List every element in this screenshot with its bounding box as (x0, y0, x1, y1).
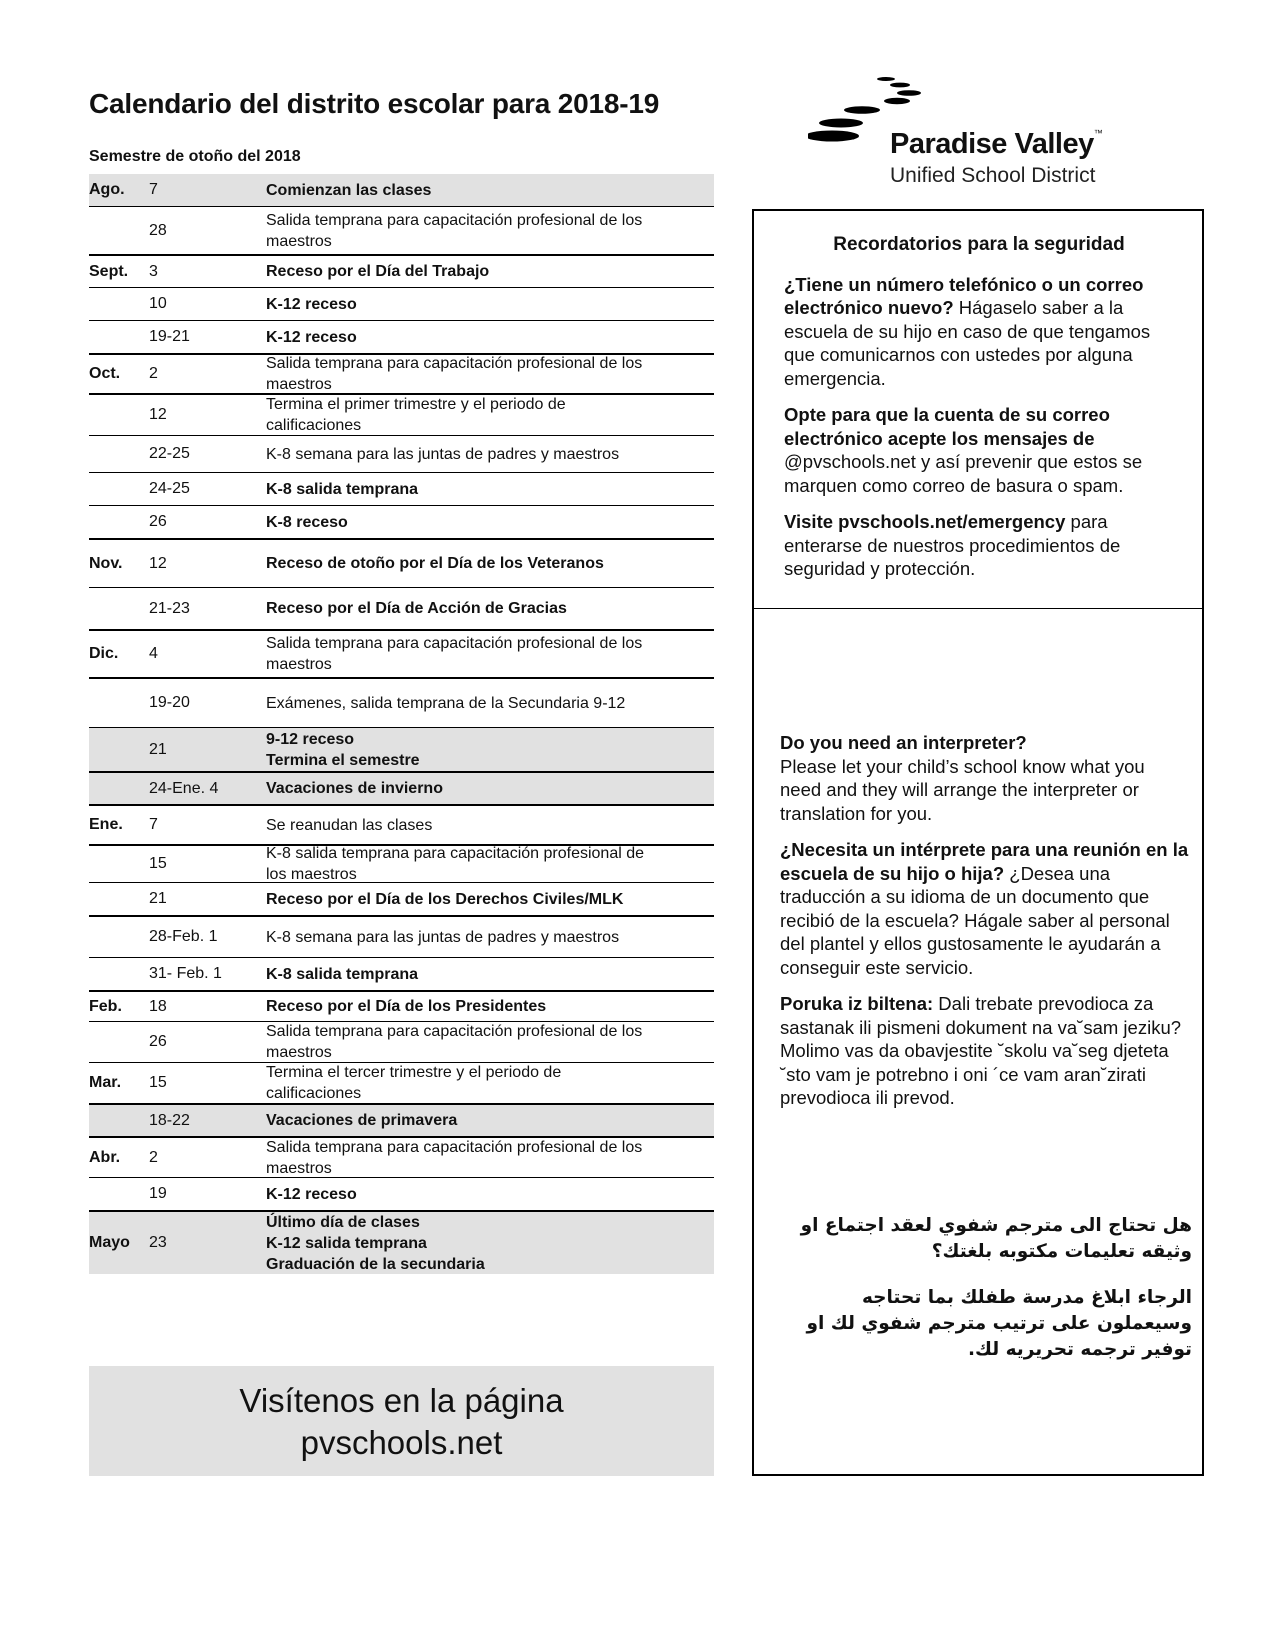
row-month: Ago. (89, 181, 125, 198)
event-line: K-12 receso (266, 1185, 357, 1203)
row-date: 22-25 (149, 445, 190, 462)
row-date: 21 (149, 890, 167, 907)
interpreter-info (780, 731, 1190, 1123)
calendar-row (89, 1177, 714, 1210)
event-line: Salida temprana para capacitación profesional de los (266, 355, 643, 372)
event-line: los maestros (266, 866, 357, 883)
row-event (266, 394, 714, 436)
row-month: Ene. (89, 816, 123, 833)
event-line: 9-12 receso (266, 730, 355, 748)
row-date: 10 (149, 295, 167, 312)
event-line: maestros (266, 1044, 332, 1061)
info-box (752, 209, 1204, 1476)
row-month: Abr. (89, 1148, 121, 1166)
calendar-row (89, 771, 714, 804)
row-date: 26 (149, 1033, 167, 1050)
event-line: K-12 salida temprana (266, 1234, 427, 1252)
row-date: 15 (149, 1074, 167, 1091)
calendar-row (89, 1136, 714, 1177)
event-line: Salida temprana para capacitación profesional de los (266, 211, 643, 229)
interpreter-spanish: ¿Necesita un intérprete para una reunión en la escuela de su hijo o hija? ¿Desea una traducción a su idioma de un documento que recibió de la escuela? Hágale saber al personal del plantel y ellos gustosamente le ayudarán a conseguir este servicio. (780, 839, 1189, 978)
calendar-row (89, 915, 714, 957)
event-line: maestros (266, 656, 332, 673)
calendar-row (89, 393, 714, 435)
calendar-row (89, 1103, 714, 1136)
row-event (266, 996, 714, 1017)
row-date: 28-Feb. 1 (149, 928, 218, 945)
row-event (266, 693, 714, 714)
row-month: Feb. (89, 997, 122, 1015)
row-event (266, 327, 714, 348)
event-line: Termina el primer trimestre y el periodo de (266, 396, 566, 413)
calendar-row (89, 287, 714, 320)
event-line: Receso por el Día de Acción de Gracias (266, 600, 567, 617)
row-event (266, 843, 714, 885)
row-date: 15 (149, 855, 167, 872)
row-event (266, 1212, 714, 1275)
row-date: 3 (149, 262, 158, 280)
event-line: K-8 salida temprana para capacitación profesional de (266, 845, 645, 862)
row-date: 4 (149, 645, 158, 662)
row-date: 28 (149, 221, 167, 239)
event-line: calificaciones (266, 1085, 362, 1102)
row-event (266, 815, 714, 836)
row-event (266, 353, 714, 395)
event-line: Receso de otoño por el Día de los Veteranos (266, 555, 604, 572)
event-line: Salida temprana para capacitación profesional de los (266, 1138, 643, 1156)
calendar-row (89, 505, 714, 538)
row-event (266, 444, 714, 465)
row-date: 19 (149, 1185, 167, 1202)
row-date: 23 (149, 1234, 167, 1251)
calendar-row (89, 587, 714, 629)
row-date: 2 (149, 1148, 158, 1166)
arabic-instruction: الرجاء ابلاغ مدرسة طفلك بما تحتاجه وسيعملون على ترتيب مترجم شفوي لك او توفير ترجمه تحريريه لك. (806, 1287, 1192, 1360)
row-event (266, 553, 714, 574)
calendar-row (89, 990, 714, 1021)
event-line: Termina el tercer trimestre y el periodo de (266, 1064, 562, 1081)
calendar-row (89, 804, 714, 844)
calendar-row (89, 254, 714, 287)
row-month: Dic. (89, 645, 119, 662)
event-line: Graduación de la secundaria (266, 1255, 485, 1273)
event-line: Receso por el Día de los Derechos Civiles/MLK (266, 890, 624, 908)
row-event (266, 1137, 714, 1179)
event-line: K-12 receso (266, 328, 357, 346)
row-month: Oct. (89, 365, 121, 382)
calendar-row (89, 957, 714, 990)
event-line: Vacaciones de primavera (266, 1112, 458, 1129)
website-link[interactable]: pvschools.net (300, 1424, 503, 1461)
event-line: Se reanudan las clases (266, 816, 433, 834)
calendar-row (89, 1021, 714, 1062)
safety-contact-note: ¿Tiene un número telefónico o un correo electrónico nuevo? Hágaselo saber a la escuela de su hijo en caso de que tengamos que comunicarnos con ustedes por alguna emergencia. (784, 273, 1151, 389)
box-divider (754, 608, 1202, 609)
row-event (266, 261, 714, 282)
event-line: Receso por el Día del Trabajo (266, 263, 490, 280)
row-date: 12 (149, 554, 167, 572)
page-title: Calendario del distrito escolar para 2018-19 (89, 88, 660, 119)
event-line: Salida temprana para capacitación profesional de los (266, 635, 643, 652)
event-line: K-8 salida temprana (266, 965, 419, 983)
row-event (266, 210, 714, 252)
district-name: Paradise Valley™ (890, 128, 1103, 160)
interpreter-english: Do you need an interpreter? Please let your child’s school know what you need and they will arrange the interpreter or translation for you. (780, 732, 1145, 824)
event-line: Receso por el Día de los Presidentes (266, 998, 547, 1015)
event-line: K-12 receso (266, 295, 357, 313)
calendar-row (89, 677, 714, 727)
event-line: Último día de clases (266, 1213, 420, 1231)
calendar-row (89, 844, 714, 882)
row-date: 24-Ene. 4 (149, 779, 219, 797)
row-month: Mayo (89, 1234, 130, 1251)
event-line: K-8 semana para las juntas de padres y maestros (266, 445, 620, 463)
interpreter-bosnian: Poruka iz biltena: Dali trebate prevodioca za sastanak ili pismeni dokument na va˘sam jeziku? Molimo vas da obavjestite ˘skolu va˘seg djeteta ˘sto vam je potrebno i oni ´ce vam aran˘zirati prevodioca ili prevod. (780, 993, 1182, 1108)
row-event (266, 512, 714, 533)
row-date: 24-25 (149, 480, 190, 497)
row-date: 19-20 (149, 694, 190, 711)
emergency-link[interactable]: Visite pvschools.net/emergency (784, 511, 1066, 532)
row-event (266, 889, 714, 910)
row-month: Mar. (89, 1074, 122, 1091)
row-event (266, 1110, 714, 1131)
safety-reminders (784, 233, 1174, 594)
event-line: maestros (266, 232, 332, 250)
event-line: Exámenes, salida temprana de la Secundaria 9-12 (266, 694, 626, 712)
row-date: 18 (149, 997, 167, 1015)
event-line: maestros (266, 376, 332, 393)
row-date: 21-23 (149, 599, 190, 617)
row-date: 18-22 (149, 1111, 190, 1129)
semester-heading: Semestre de otoño del 2018 (89, 148, 301, 165)
row-event (266, 180, 714, 201)
row-date: 2 (149, 365, 158, 382)
event-line: maestros (266, 1159, 332, 1177)
safety-heading: Recordatorios para la seguridad (833, 234, 1125, 255)
calendar-row (89, 629, 714, 677)
calendar-row (89, 320, 714, 353)
row-date: 21 (149, 740, 167, 758)
calendar-row (89, 472, 714, 505)
row-event (266, 729, 714, 771)
row-month: Sept. (89, 262, 129, 280)
calendar-row (89, 1210, 714, 1274)
visit-website-banner (89, 1366, 714, 1476)
row-date: 26 (149, 513, 167, 530)
row-date: 19-21 (149, 328, 190, 345)
calendar-row (89, 174, 714, 206)
row-event (266, 778, 714, 799)
visit-line: Visítenos en la página (239, 1382, 564, 1419)
row-event (266, 633, 714, 675)
event-line: Vacaciones de invierno (266, 780, 443, 797)
calendar-row (89, 1062, 714, 1103)
row-month: Nov. (89, 554, 123, 572)
calendar-row (89, 727, 714, 771)
event-line: calificaciones (266, 417, 362, 434)
event-line: K-8 receso (266, 513, 348, 531)
event-line: K-8 semana para las juntas de padres y maestros (266, 928, 620, 946)
calendar-row (89, 435, 714, 472)
district-subtitle: Unified School District (890, 164, 1096, 187)
calendar-row (89, 538, 714, 587)
event-line: K-8 salida temprana (266, 480, 419, 498)
row-event (266, 479, 714, 500)
event-line: Comienzan las clases (266, 181, 432, 199)
calendar-table (89, 174, 714, 1274)
row-date: 31- Feb. 1 (149, 965, 222, 982)
calendar-row (89, 206, 714, 254)
event-line: Termina el semestre (266, 751, 420, 769)
arabic-question: هل تحتاج الى مترجم شفوي لعقد اجتماع او وثيقه تعليمات مكتوبه بلغتك؟ (800, 1215, 1192, 1262)
event-line: Salida temprana para capacitación profesional de los (266, 1023, 643, 1040)
row-date: 7 (149, 816, 158, 833)
safety-emergency-note: Visite pvschools.net/emergency para enterarse de nuestros procedimientos de seguridad y protección. (784, 511, 1121, 579)
calendar-row (89, 353, 714, 393)
row-date: 12 (149, 406, 167, 423)
row-event (266, 1021, 714, 1063)
district-logo (808, 76, 1118, 191)
row-event (266, 1062, 714, 1104)
calendar-row (89, 882, 714, 915)
row-event (266, 964, 714, 985)
row-date: 7 (149, 181, 158, 198)
row-event (266, 598, 714, 619)
row-event (266, 294, 714, 315)
row-event (266, 927, 714, 948)
interpreter-arabic (772, 1213, 1192, 1383)
row-event (266, 1184, 714, 1205)
safety-email-note: Opte para que la cuenta de su correo electrónico acepte los mensajes de @pvschools.net y así prevenir que estos se marquen como correo de basura o spam. (784, 404, 1143, 496)
